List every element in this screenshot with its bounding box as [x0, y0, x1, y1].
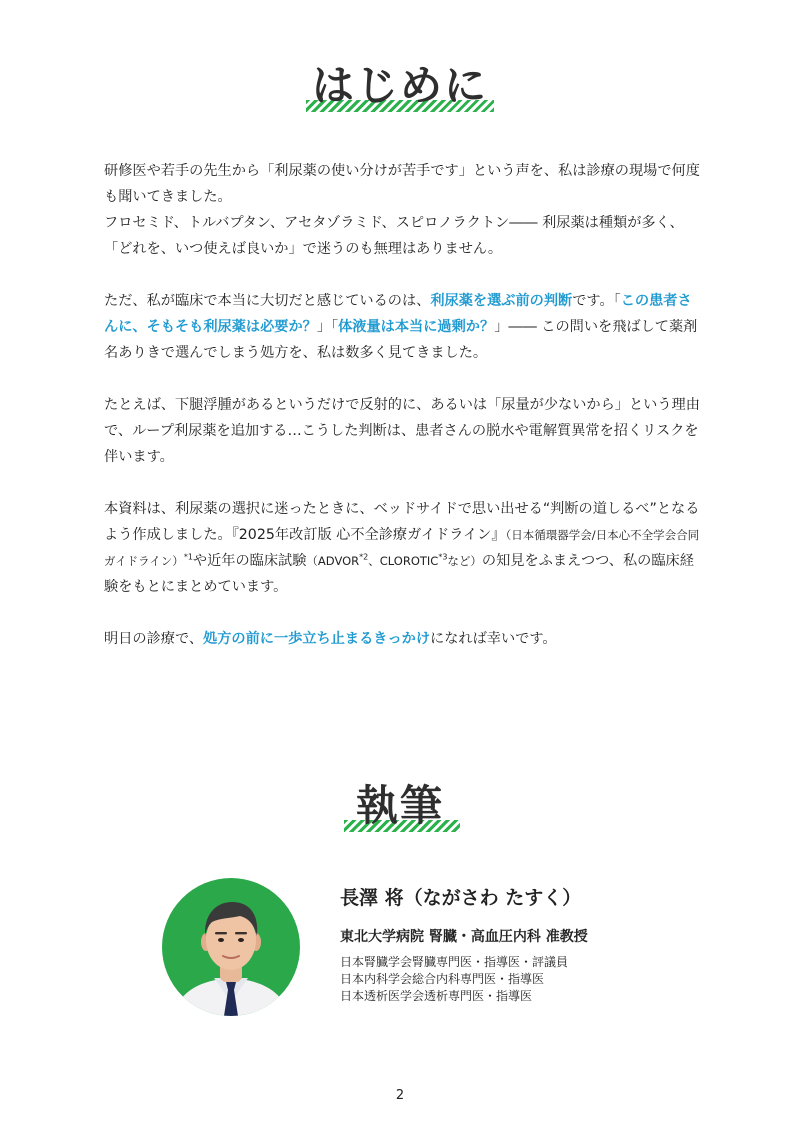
author-heading: 執筆 — [355, 781, 444, 830]
page-number: 2 — [395, 1088, 405, 1103]
text-run: 」―― この問いを飛ばして薬剤名ありきで選んでしまう処方を、私は数多く見てきました。 — [104, 319, 698, 361]
author-title: 東北大学病院 腎臓・高血圧内科 准教授 — [340, 929, 588, 945]
trial-note-mid: 、CLOROTIC — [368, 554, 439, 568]
intro-paragraph-3: たとえば、下腿浮腫があるというだけで反射的に、あるいは「尿量が少ないから」という理由で、ループ利尿薬を追加する…こうした判断は、患者さんの脱水や電解質異常を招くリスクを伴います。 — [104, 397, 700, 465]
intro-p1-line1: 研修医や若手の先生から「利尿薬の使い分けが苦手です」という声を、私は診療の現場で何度も聞いてきました。 — [104, 163, 700, 205]
intro-heading-block — [0, 58, 800, 114]
intro-paragraph-2 — [104, 288, 700, 366]
author-credentials — [340, 954, 720, 1005]
text-run: になれば幸いです。 — [430, 631, 557, 647]
author-info — [340, 884, 720, 1005]
credential-item: 日本腎臓学会腎臓専門医・指導医・評議員 — [340, 955, 569, 969]
footnote-ref-1: *1 — [183, 552, 193, 562]
author-heading-wrap — [356, 778, 444, 834]
text-run: の知見をふまえつつ、私の臨床経験をもとにまとめています。 — [104, 553, 694, 595]
guideline-note: （日本循環器学会/日本心不全学会合同ガイドライン） — [104, 528, 700, 568]
highlight-pause: 処方の前に一歩立ち止まるきっかけ — [203, 631, 431, 647]
author-avatar — [162, 878, 300, 1016]
highlight-question-volume: 体液量は本当に過剰か？ — [338, 319, 495, 335]
intro-heading-wrap — [312, 58, 488, 114]
intro-p1-line2: フロセミド、トルバプタン、アセタゾラミド、スピロノラクトン―― 利尿薬は種類が多く、「どれを、いつ使えば良いか」で迷うのも無理はありません。 — [104, 215, 684, 257]
text-run: 」「 — [316, 319, 339, 335]
intro-body — [104, 158, 700, 678]
text-run: です。「 — [572, 293, 621, 309]
text-run: ただ、私が臨床で本当に大切だと感じているのは、 — [104, 293, 431, 309]
highlight-question-necessity: この患者さんに、そもそも利尿薬は必要か？ — [104, 293, 692, 335]
intro-paragraph-1 — [104, 158, 700, 262]
author-name: 長澤 将（ながさわ たすく） — [340, 887, 582, 909]
intro-paragraph-5 — [104, 626, 700, 652]
trial-note-open: （ADVOR — [306, 554, 360, 568]
highlight-judgment: 利尿薬を選ぶ前の判断 — [430, 293, 573, 309]
credential-item: 日本透析医学会透析専門医・指導医 — [340, 989, 533, 1003]
text-run: や近年の臨床試験 — [192, 553, 307, 569]
author-heading-block — [0, 778, 800, 834]
intro-heading: はじめに — [311, 61, 488, 110]
author-portrait-illustration — [162, 878, 300, 1016]
footnote-ref-3: *3 — [438, 552, 448, 562]
text-run: 明日の診療で、 — [104, 631, 204, 647]
credential-item: 日本内科学会総合内科専門医・指導医 — [340, 972, 545, 986]
intro-paragraph-4 — [104, 496, 700, 600]
text-run: 本資料は、利尿薬の選択に迷ったときに、ベッドサイドで思い出せる“判断の道しるべ”となるよう作成しました。『2025年改訂版 心不全診療ガイドライン』 — [104, 501, 700, 543]
trial-note-close: など） — [447, 554, 482, 568]
footnote-ref-2: *2 — [359, 552, 369, 562]
